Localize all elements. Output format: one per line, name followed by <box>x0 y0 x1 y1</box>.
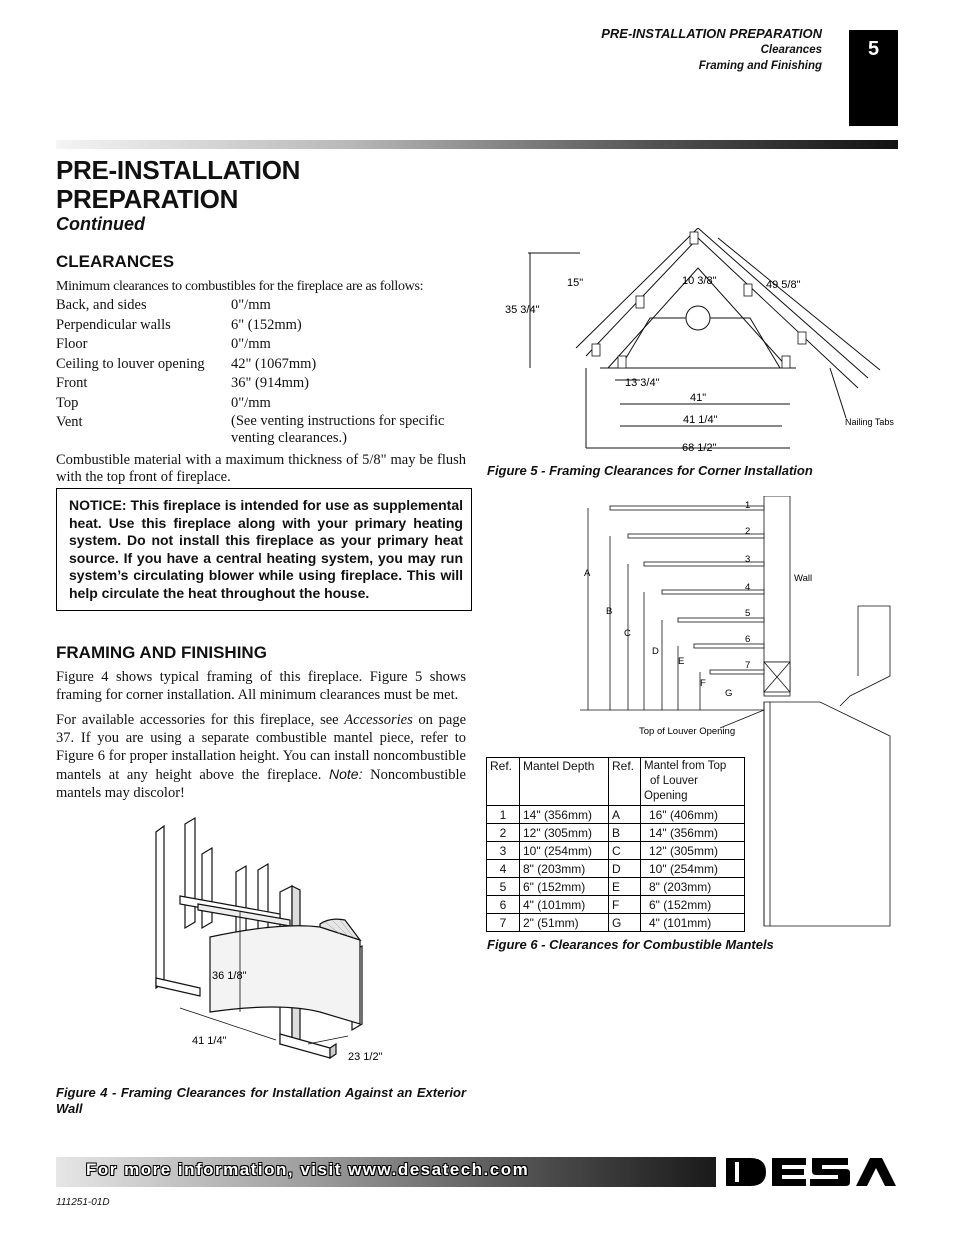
table-row <box>487 806 745 824</box>
clearance-key: Top <box>56 394 79 411</box>
mantel-clearance-table <box>486 757 745 932</box>
fig6-mantel-number: 7 <box>745 660 751 671</box>
cell-depth: 12" (305mm) <box>520 824 609 842</box>
fig6-louver-label: Top of Louver Opening <box>639 726 736 737</box>
fig5-dim-13-3-4: 13 3/4" <box>625 377 660 389</box>
cell-depth: 10" (254mm) <box>520 842 609 860</box>
page-number-tab <box>849 30 898 126</box>
cell-ref: 6 <box>487 896 520 914</box>
cell-distance: 6" (152mm) <box>641 896 745 914</box>
cell-depth: 8" (203mm) <box>520 860 609 878</box>
clearance-value: 6" (152mm) <box>231 316 302 333</box>
fig6-ref-letter: C <box>624 628 631 639</box>
clearance-value: 0"/mm <box>231 297 271 313</box>
clearance-row <box>56 296 466 316</box>
figure-5-caption: Figure 5 - Framing Clearances for Corner Installation <box>487 463 813 478</box>
cell-distance: 4" (101mm) <box>641 914 745 932</box>
fig5-dim-15: 15" <box>567 277 584 289</box>
cell-distance: 10" (254mm) <box>641 860 745 878</box>
clearance-value: 42" (1067mm) <box>231 355 317 372</box>
clearance-value: (See venting instructions for specific venting clearances.) <box>231 413 445 446</box>
clearance-key: Back, and sides <box>56 297 147 313</box>
page-title <box>56 156 300 214</box>
cell-ref-letter: G <box>609 914 641 932</box>
figure-4-framing-illustration <box>140 812 400 1070</box>
clearance-row <box>56 413 466 447</box>
cell-ref: 3 <box>487 842 520 860</box>
clearance-key: Front <box>56 375 88 391</box>
fig5-nailing-tabs-label: Nailing Tabs <box>845 417 894 427</box>
table-row <box>487 878 745 896</box>
framing-p2-text: on page 37. If you are using a separate combustible mantel piece, refer to Figure 6 for proper installation height. You can install noncombustible mantels at any height above the fireplace. <box>56 712 467 783</box>
clearances-heading: CLEARANCES <box>56 252 175 271</box>
header-line-2: of Louver Opening <box>644 775 698 802</box>
figure-4-caption: Figure 4 - Framing Clearances for Installation Against an Exterior Wall <box>56 1085 466 1116</box>
fig5-dim-41: 41" <box>690 392 707 404</box>
clearance-key: Floor <box>56 336 88 352</box>
figure-5-corner-framing-diagram <box>500 228 910 458</box>
clearance-value: 36" (914mm) <box>231 375 310 391</box>
cell-distance: 16" (406mm) <box>641 806 745 824</box>
fig5-dim-35-3-4: 35 3/4" <box>505 304 540 316</box>
fig5-dim-68-1-2: 68 1/2" <box>682 442 717 454</box>
header-ref-2: Ref. <box>609 758 641 806</box>
fig6-mantel-number: 6 <box>745 634 751 645</box>
cell-distance: 12" (305mm) <box>641 842 745 860</box>
accessories-reference: Accessories <box>344 712 413 728</box>
header-mantel-depth: Mantel Depth <box>520 758 609 806</box>
framing-note-label: Note: <box>329 766 363 782</box>
fig6-wall-label: Wall <box>794 573 813 584</box>
fig6-ref-letter: A <box>584 568 591 579</box>
page-title-line1: PRE-INSTALLATION <box>56 155 301 185</box>
cell-ref-letter: E <box>609 878 641 896</box>
clearance-row <box>56 335 466 355</box>
table-row <box>487 914 745 932</box>
fig4-depth-dimension: 23 1/2" <box>348 1051 383 1063</box>
fig6-ref-letter: G <box>725 688 733 699</box>
desa-logo <box>724 1156 898 1188</box>
cell-distance: 8" (203mm) <box>641 878 745 896</box>
header-line-1: Mantel from Top <box>644 760 727 772</box>
fig4-height-dimension: 36 1/8" <box>212 970 247 982</box>
cell-ref: 2 <box>487 824 520 842</box>
fig6-ref-letter: E <box>678 656 685 667</box>
framing-paragraph-2 <box>56 711 466 802</box>
table-row <box>487 896 745 914</box>
fig4-width-dimension: 41 1/4" <box>192 1035 227 1047</box>
document-number: 111251-01D <box>56 1197 110 1208</box>
cell-ref-letter: B <box>609 824 641 842</box>
fig6-mantel-number: 2 <box>745 526 751 537</box>
page-number: 5 <box>867 38 880 60</box>
table-row <box>487 824 745 842</box>
cell-depth: 4" (101mm) <box>520 896 609 914</box>
fig5-dim-49-5-8: 49 5/8" <box>766 279 801 291</box>
cell-ref: 7 <box>487 914 520 932</box>
fig6-mantel-number: 1 <box>745 500 751 511</box>
cell-ref: 1 <box>487 806 520 824</box>
framing-heading: FRAMING AND FINISHING <box>56 643 267 662</box>
fig6-ref-letter: B <box>606 606 613 617</box>
table-row <box>487 860 745 878</box>
page-title-line2: PREPARATION <box>56 184 239 214</box>
header-mantel-from-top <box>641 758 745 806</box>
fig6-mantel-number: 4 <box>745 582 751 593</box>
cell-depth: 2" (51mm) <box>520 914 609 932</box>
footer-banner <box>56 1157 716 1187</box>
header-ref: Ref. <box>487 758 520 806</box>
clearance-row <box>56 374 466 394</box>
cell-distance: 14" (356mm) <box>641 824 745 842</box>
clearances-intro: Minimum clearances to combustibles for the fireplace are as follows: <box>56 279 424 294</box>
cell-ref-letter: A <box>609 806 641 824</box>
header-gradient-rule <box>56 140 898 149</box>
cell-depth: 14" (356mm) <box>520 806 609 824</box>
cell-ref-letter: C <box>609 842 641 860</box>
clearance-key: Perpendicular walls <box>56 316 171 333</box>
framing-paragraph-1: Figure 4 shows typical framing of this fireplace. Figure 5 shows framing for corner installation. All minimum clearances must be met. <box>56 669 466 703</box>
header-subtopic-clearances: Clearances <box>760 44 822 56</box>
header-subtopic-framing: Framing and Finishing <box>698 60 822 72</box>
fig6-ref-letter: D <box>652 646 659 657</box>
framing-p2-text: For available accessories for this fireplace, see <box>56 712 345 728</box>
fig5-dim-41-1-4: 41 1/4" <box>683 414 718 426</box>
cell-depth: 6" (152mm) <box>520 878 609 896</box>
clearance-row <box>56 316 466 336</box>
fig5-dim-10-3-8: 10 3/8" <box>682 275 717 287</box>
cell-ref-letter: F <box>609 896 641 914</box>
footer-website-text: For more information, visit www.desatech.com <box>86 1160 530 1179</box>
clearance-key: Vent <box>56 414 83 430</box>
fig6-ref-letter: F <box>700 678 706 689</box>
clearances-table <box>56 296 466 447</box>
fig6-mantel-number: 3 <box>745 554 751 565</box>
table-header-row <box>487 758 745 806</box>
page-title-continued: Continued <box>56 214 145 234</box>
clearance-row <box>56 394 466 414</box>
table-row <box>487 842 745 860</box>
clearance-key: Ceiling to louver opening <box>56 355 205 372</box>
figure-6-caption: Figure 6 - Clearances for Combustible Mantels <box>487 937 774 952</box>
header-section-title: PRE-INSTALLATION PREPARATION <box>601 26 822 41</box>
clearances-note: Combustible material with a maximum thickness of 5/8" may be flush with the top front of fireplace. <box>56 452 466 485</box>
cell-ref: 4 <box>487 860 520 878</box>
cell-ref-letter: D <box>609 860 641 878</box>
clearance-value: 0"/mm <box>231 336 271 352</box>
clearance-value: 0"/mm <box>231 394 271 411</box>
clearance-row <box>56 355 466 375</box>
fig6-mantel-number: 5 <box>745 608 751 619</box>
framing-p2-text: Noncombustible mantels may discolor! <box>56 767 466 801</box>
cell-ref: 5 <box>487 878 520 896</box>
notice-box: NOTICE: This fireplace is intended for use as supplemental heat. Use this fireplace along with your primary heating system. Do not install this fireplace as your primary heat source. If you have a central heating system, you may run system’s circulating blower while using fireplace. This will help circulate the heat throughout the house. <box>56 488 472 611</box>
